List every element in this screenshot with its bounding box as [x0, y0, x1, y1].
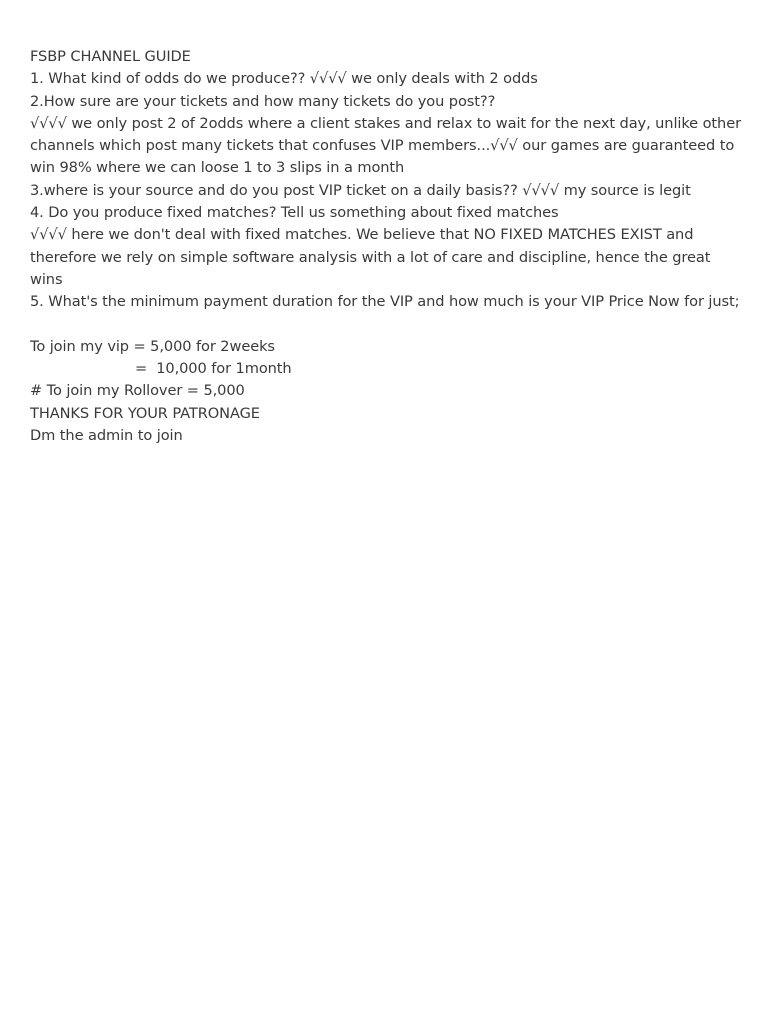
price-1month: = 10,000 for 1month	[135, 360, 292, 378]
thanks-line: THANKS FOR YOUR PATRONAGE	[30, 404, 260, 422]
rollover-price: # To join my Rollover = 5,000	[30, 382, 245, 400]
question-2: 2.How sure are your tickets and how many tickets do you post??	[30, 92, 496, 110]
blank-line	[30, 314, 744, 336]
answer-4: √√√√ here we don't deal with fixed matches. We believe that NO FIXED MATCHES EXIST and therefore we rely on simple software analysis with a lot of care and discipline, hence the great wins	[30, 226, 711, 288]
question-5: 5. What's the minimum payment duration for the VIP and how much is your VIP Price Now for just;	[30, 293, 740, 311]
dm-admin-line: Dm the admin to join	[30, 427, 183, 445]
question-3: 3.where is your source and do you post VIP ticket on a daily basis?? √√√√ my source is legit	[30, 181, 691, 199]
question-4: 4. Do you produce fixed matches? Tell us something about fixed matches	[30, 204, 559, 222]
note-body	[30, 46, 744, 447]
note-title: FSBP CHANNEL GUIDE	[30, 48, 191, 65]
answer-2: √√√√ we only post 2 of 2odds where a client stakes and relax to wait for the next day, unlike other channels which post many tickets that confuses VIP members...√√√ our games are guaranteed to win 98% where we can loose 1 to 3 slips in a month	[30, 114, 741, 177]
price-2weeks: To join my vip = 5,000 for 2weeks	[30, 337, 275, 355]
question-1: 1. What kind of odds do we produce?? √√√√ we only deals with 2 odds	[30, 70, 538, 88]
